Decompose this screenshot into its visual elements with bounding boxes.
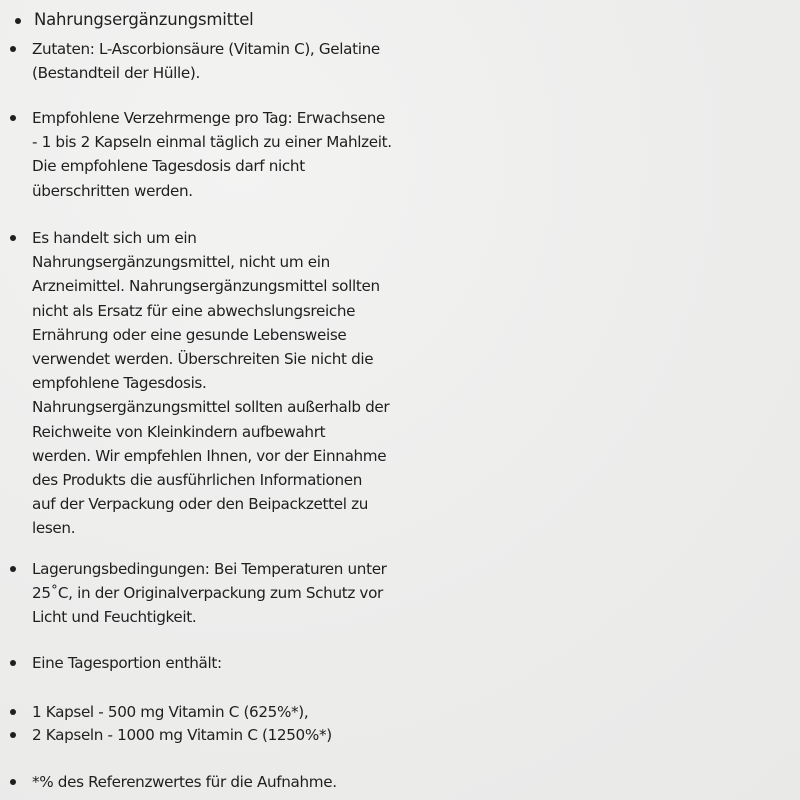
- notice-line: Nahrungsergänzungsmittel, nicht um ein: [32, 253, 330, 272]
- notice-line: werden. Wir empfehlen Ihnen, vor der Einnahme: [32, 446, 387, 465]
- ingredients-line: Zutaten: L-Ascorbionsäure (Vitamin C), Gelatine: [32, 40, 380, 58]
- dosage-line: überschritten werden.: [32, 181, 193, 200]
- notice-item: [32, 226, 472, 541]
- notice-line: Arzneimittel. Nahrungsergänzungsmittel sollten: [32, 277, 380, 296]
- notice-line: empfohlene Tagesdosis.: [32, 374, 207, 393]
- dosage-line: Empfohlene Verzehrmenge pro Tag: Erwachsene: [32, 109, 385, 127]
- storage-line: Lagerungsbedingungen: Bei Temperaturen unter: [32, 560, 387, 578]
- notice-line: auf der Verpackung oder den Beipackzettel zu: [32, 495, 368, 514]
- bullet-icon: [15, 18, 21, 24]
- bullet-icon: [10, 779, 16, 785]
- bullet-icon: [10, 566, 16, 572]
- bullet-icon: [10, 709, 16, 715]
- bullet-icon: [10, 660, 16, 666]
- footnote-text: *% des Referenzwertes für die Aufnahme.: [32, 773, 337, 791]
- bullet-icon: [10, 46, 16, 52]
- dosage-line: Die empfohlene Tagesdosis darf nicht: [32, 157, 305, 176]
- daily-portion-heading: Eine Tagesportion enthält:: [32, 654, 222, 672]
- dosage-line: - 1 bis 2 Kapseln einmal täglich zu einer Mahlzeit.: [32, 133, 392, 152]
- title-item: [34, 8, 474, 32]
- page-title: Nahrungsergänzungsmittel: [34, 10, 254, 29]
- notice-line: verwendet werden. Überschreiten Sie nicht die: [32, 350, 374, 369]
- ingredients-item: [32, 37, 472, 85]
- notice-line: des Produkts die ausführlichen Informationen: [32, 471, 362, 490]
- bullet-icon: [10, 732, 16, 738]
- notice-line: Nahrungsergänzungsmittel sollten außerhalb der: [32, 398, 390, 417]
- daily-portion-item: [32, 651, 472, 675]
- storage-line: Licht und Feuchtigkeit.: [32, 608, 197, 627]
- dose-item-1: [32, 700, 472, 724]
- dose-line: 2 Kapseln - 1000 mg Vitamin C (1250%*): [32, 726, 332, 744]
- dose-item-2: [32, 723, 472, 747]
- notice-line: lesen.: [32, 519, 76, 538]
- notice-line: Ernährung oder eine gesunde Lebensweise: [32, 325, 347, 344]
- bullet-icon: [10, 115, 16, 121]
- dose-line: 1 Kapsel - 500 mg Vitamin C (625%*),: [32, 703, 309, 721]
- storage-line: 25˚C, in der Originalverpackung zum Schutz vor: [32, 584, 383, 603]
- ingredients-line: (Bestandteil der Hülle).: [32, 64, 200, 83]
- bullet-icon: [10, 235, 16, 241]
- footnote-item: [32, 770, 472, 794]
- notice-line: Reichweite von Kleinkindern aufbewahrt: [32, 422, 326, 441]
- notice-line: Es handelt sich um ein: [32, 229, 197, 247]
- storage-item: [32, 557, 472, 630]
- dosage-item: [32, 106, 472, 203]
- notice-line: nicht als Ersatz für eine abwechslungsreiche: [32, 301, 356, 320]
